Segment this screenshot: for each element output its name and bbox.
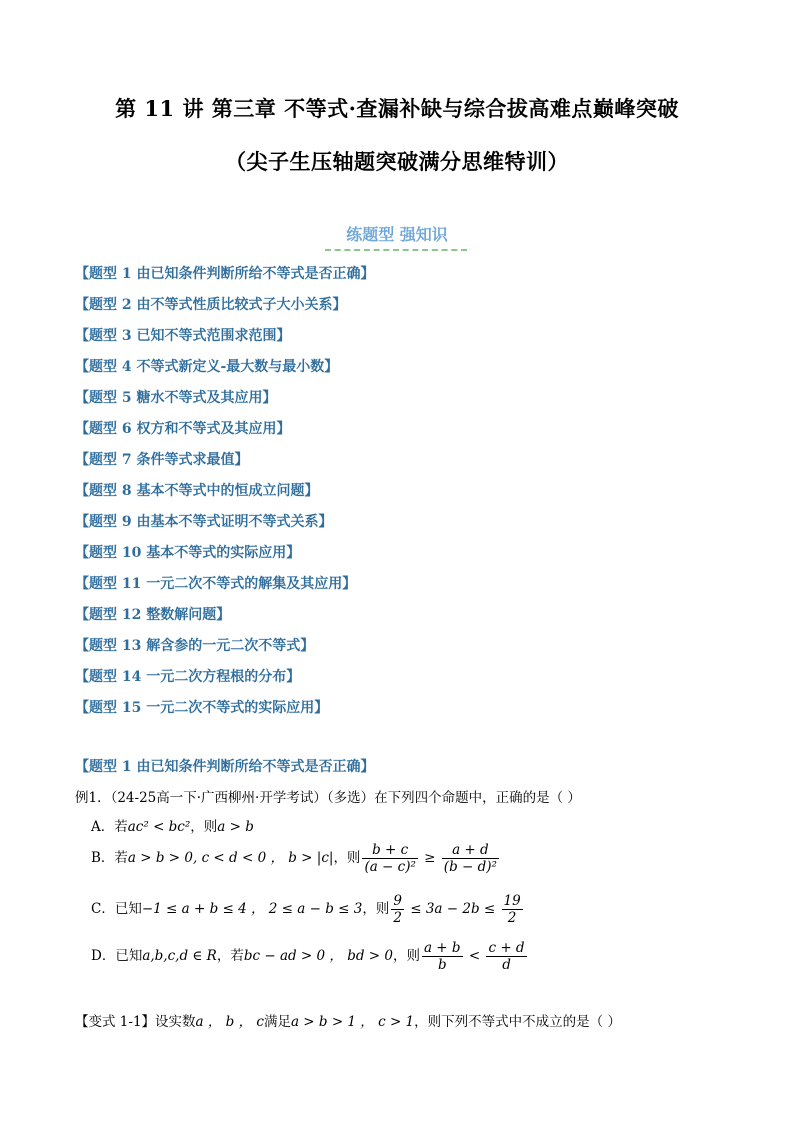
option-c (91, 893, 525, 926)
option-a-condition: ac² < bc² (127, 819, 191, 835)
option-b-fraction-left: $\frac{b + c}{\text{(a − c)²}}$ (364, 842, 416, 875)
option-d-prefix: D．已知 (91, 948, 143, 964)
option-b-operator: ≥ (419, 850, 440, 866)
topic-item[interactable]: 【题型 14 一元二次方程根的分布】 (75, 669, 301, 685)
variant-1-1 (75, 1010, 621, 1030)
option-b-condition: a > b > 0, c < d < 0 ， b > |c| (127, 850, 334, 866)
example-1-stem: 例1．（24-25高一下·广西柳州·开学考试）（多选）在下列四个命题中，正确的是（ ） (75, 790, 581, 806)
option-c-then: ，则 (362, 901, 390, 917)
variant-text-3: ，则下列不等式中不成立的是（ ） (414, 1014, 621, 1030)
variant-tag: 【变式 1-1】 (75, 1014, 156, 1030)
dashed-underline (325, 249, 467, 251)
topic-list (75, 264, 375, 729)
option-a (91, 815, 254, 835)
option-a-prefix: A．若 (91, 819, 128, 835)
variant-text-2: 满足 (263, 1014, 291, 1030)
variant-vars: a ， b ， c (195, 1014, 264, 1030)
option-b-prefix: B．若 (91, 850, 128, 866)
topic-item[interactable]: 【题型 10 基本不等式的实际应用】 (75, 545, 301, 561)
topic-item[interactable]: 【题型 5 糖水不等式及其应用】 (75, 390, 277, 406)
page-subtitle: （尖子生压轴题突破满分思维特训） (225, 149, 569, 174)
option-c-condition: −1 ≤ a + b ≤ 4 ， 2 ≤ a − b ≤ 3 (141, 901, 363, 917)
option-c-prefix: C．已知 (91, 901, 142, 917)
variant-text-1: 设实数 (155, 1014, 196, 1030)
option-c-fraction-right: $\frac{19}{2}$ (503, 893, 521, 926)
option-d-fraction-right: $\frac{c + d}{d}$ (488, 940, 525, 973)
option-a-then: ，则 (190, 819, 218, 835)
option-c-operator: ≤ 3a − 2b ≤ (405, 901, 500, 917)
topic-item[interactable]: 【题型 13 解含参的一元二次不等式】 (75, 638, 315, 654)
topic-item[interactable]: 【题型 1 由已知条件判断所给不等式是否正确】 (75, 266, 375, 282)
section-header (0, 222, 794, 245)
topic-item[interactable]: 【题型 2 由不等式性质比较式子大小关系】 (75, 297, 347, 313)
topic-item[interactable]: 【题型 3 已知不等式范围求范围】 (75, 328, 291, 344)
page-title: 第 11 讲 第三章 不等式·查漏补缺与综合拔高难点巅峰突破 (115, 96, 679, 121)
option-d-operator: < (464, 948, 485, 964)
option-b-then: ，则 (333, 850, 361, 866)
topic-item[interactable]: 【题型 11 一元二次不等式的解集及其应用】 (75, 576, 357, 592)
option-a-result: a > b (217, 819, 254, 835)
option-d (91, 940, 529, 973)
option-d-fraction-left: $\frac{a + b}{b}$ (423, 940, 461, 973)
topic-item[interactable]: 【题型 7 条件等式求最值】 (75, 452, 249, 468)
option-b (91, 842, 501, 875)
option-d-condition-2: bc − ad > 0 ， bd > 0 (243, 948, 393, 964)
topic-item[interactable]: 【题型 9 由基本不等式证明不等式关系】 (75, 514, 333, 530)
topic-item[interactable]: 【题型 8 基本不等式中的恒成立问题】 (75, 483, 319, 499)
option-d-if: ，若 (216, 948, 244, 964)
topic-item[interactable]: 【题型 6 权方和不等式及其应用】 (75, 421, 291, 437)
option-b-fraction-right: $\frac{a + d}{\text{(b − d)²}}$ (443, 842, 497, 875)
section-label: 练题型 强知识 (346, 225, 448, 244)
option-d-then: ，则 (392, 948, 420, 964)
variant-condition: a > b > 1 ， c > 1 (290, 1014, 415, 1030)
option-c-fraction-left: $\frac{9}{2}$ (393, 893, 402, 926)
topic-item[interactable]: 【题型 4 不等式新定义-最大数与最小数】 (75, 359, 339, 375)
option-d-condition: a,b,c,d ∈ R (142, 948, 217, 964)
topic-item[interactable]: 【题型 15 一元二次不等式的实际应用】 (75, 700, 329, 716)
topic-item[interactable]: 【题型 12 整数解问题】 (75, 607, 231, 623)
topic-1-heading: 【题型 1 由已知条件判断所给不等式是否正确】 (75, 759, 375, 775)
